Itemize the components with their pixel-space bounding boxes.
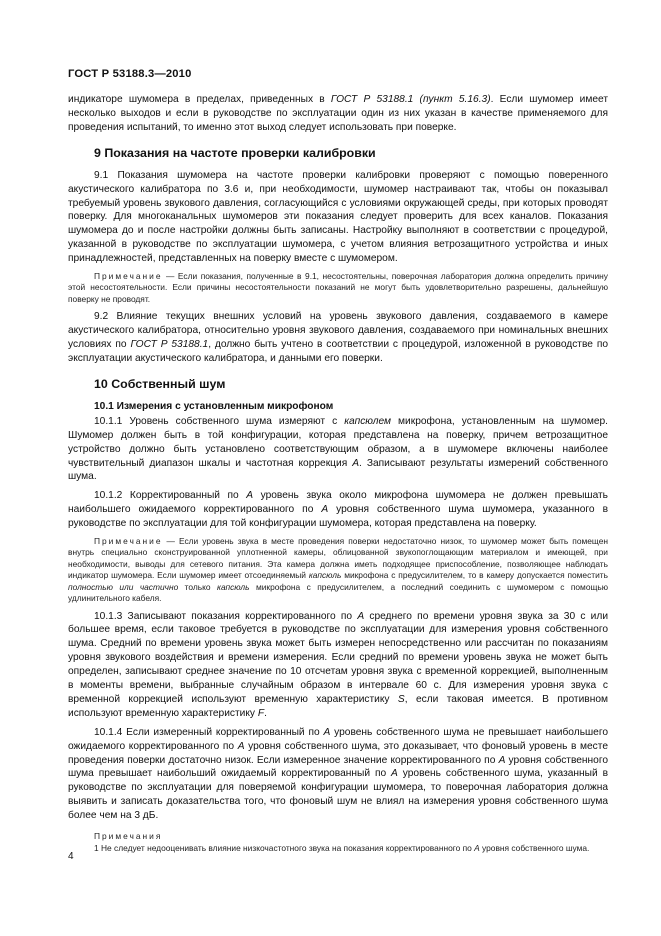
note-10-1-2: Примечание — Если уровень звука в месте проведения поверки недостаточно низок, то шумомер может быть помещен внутрь специально сконструированной уплотненной камеры, облицованной звукопоглощающим материалом и имеющей, при необходимости, выводы для сетевого питания. Эта камера должна иметь подходящее приспособление, позволяющее наблюдать индикатор шумомера. Если шумомер имеет отсоединяемый капсюль микрофона с предусилителем, то в камеру допускается поместить полностью или частично только капсюль микрофона с предусилителем, а последний соединить с шумомером с помощью удлинительного кабеля. <box>68 536 609 604</box>
clause-10-1-1: 10.1.1 Уровень собственного шума измеряют с капсюлем микрофона, установленным на шумомер. Шумомер должен быть в той конфигурации, которая представлена на поверку, причем ветрозащитное устройство должно быть установлено соответствующим образом, а в шумомере включены наиболее чувствительный диапазон шкалы и частотная коррекция A. Записывают результаты измерений собственного шума. <box>68 415 609 483</box>
document-header: ГОСТ Р 53188.3—2010 <box>68 68 192 80</box>
clause-10-1-2: 10.1.2 Корректированный по A уровень звука около микрофона шумомера не должен превышать наибольшего ожидаемого корректированного по A уровня собственного шума шумомера, указанного в руководстве по эксплуатации для той конфигурации шумомера, которая представлена на поверку. <box>68 490 608 530</box>
section-9-heading: 9 Показания на частоте проверки калибровки <box>94 145 376 160</box>
clause-10-1-3: 10.1.3 Записывают показания корректированного по A среднего по времени уровня звука за 30 с или большее время, если таковое требуется в руководстве по эксплуатации для измерения уровня собственного шума. Средний по времени уровень звука может быть измерен непосредственно или рассчитан по показаниям уровня звукового воздействия и времени измерения. Если средний по времени уровень звука не может быть определен, записывают среднее значение по 10 отсчетам уровня звука с временной коррекцией, выполненным в моменты времени, выбранные случайным образом в интервале 60 с. Для измерения уровня звука с временной коррекцией используют временную характеристику S, если таковая имеется. В противном используют временную характеристику F. <box>68 610 609 719</box>
note-10-1-4-1: 1 Не следует недооценивать влияние низкочастотного звука на показания корректированного по A уровня собственного шума. <box>94 842 590 853</box>
page-number: 4 <box>68 851 74 862</box>
note-9-1: Примечание — Если показания, полученные в 9.1, несостоятельны, поверочная лаборатория должна определить причину этой несостоятельности. Если причины несостоятельности показаний не могут быть удовлетворительно разрешены, дальнейшую поверку не проводят. <box>68 271 608 304</box>
section-10-heading: 10 Собственный шум <box>94 376 226 391</box>
clause-10-1-4: 10.1.4 Если измеренный корректированный по A уровень собственного шума не превышает наибольшего ожидаемого корректированного по A уровня собственного шума, это доказывает, что фоновый уровень в месте проведения поверки достаточно низок. Если измеренное значение корректированного по A уровня собственного шума превышает наибольший ожидаемый корректированный по A уровень собственного шума, указанный в руководстве по эксплуатации для поверяемой конфигурации шумомера, то поверочная лаборатория должна выявить и записать доказательства того, что фоновый шум не влиял на измерения уровня собственного шума более чем на 3 дБ. <box>68 726 609 822</box>
subsection-10-1-heading: 10.1 Измерения с установленным микрофоном <box>94 400 334 412</box>
clause-9-2: 9.2 Влияние текущих внешних условий на уровень звукового давления, создаваемого в камере акустического калибратора, относительно уровня звукового давления, создаваемого при номинальных внешних условиях по ГОСТ Р 53188.1, должно быть учтено в соответствии с процедурой, изложенной в руководстве по эксплуатации акустического калибратора, и данными его поверки. <box>68 311 608 364</box>
notes-heading: Примечания <box>94 831 163 842</box>
paragraph-continuation: индикаторе шумомера в пределах, приведенных в ГОСТ Р 53188.1 (пункт 5.16.3). Если шумомер имеет несколько выходов и если в руководстве по эксплуатации один из них указан в качестве применяемого для проведения испытаний, то именно этот выход следует использовать при поверке. <box>68 94 608 133</box>
standard-reference: ГОСТ Р 53188.1 (пункт 5.16.3) <box>330 94 491 105</box>
standard-reference: ГОСТ Р 53188.1 <box>130 339 209 351</box>
clause-9-1: 9.1 Показания шумомера на частоте проверки калибровки проверяют с помощью поверенного акустического калибратора по 3.6 и, при необходимости, шумомер настраивают так, чтобы он показывал требуемый уровень звукового давления, согласующийся с условиями окружающей среды, при которых проводят поверку. Для многоканальных шумомеров эти показания следует проверить для всех каналов. Показания шумомера до и после настройки должны быть записаны. Настройку выполняют в соответствии с процедурой, указанной в руководстве по эксплуатации шумомера, с учетом влияния ветрозащитного устройства и иных принадлежностей, представленных на поверку вместе с шумомером. <box>68 169 608 265</box>
page-body <box>68 93 608 859</box>
